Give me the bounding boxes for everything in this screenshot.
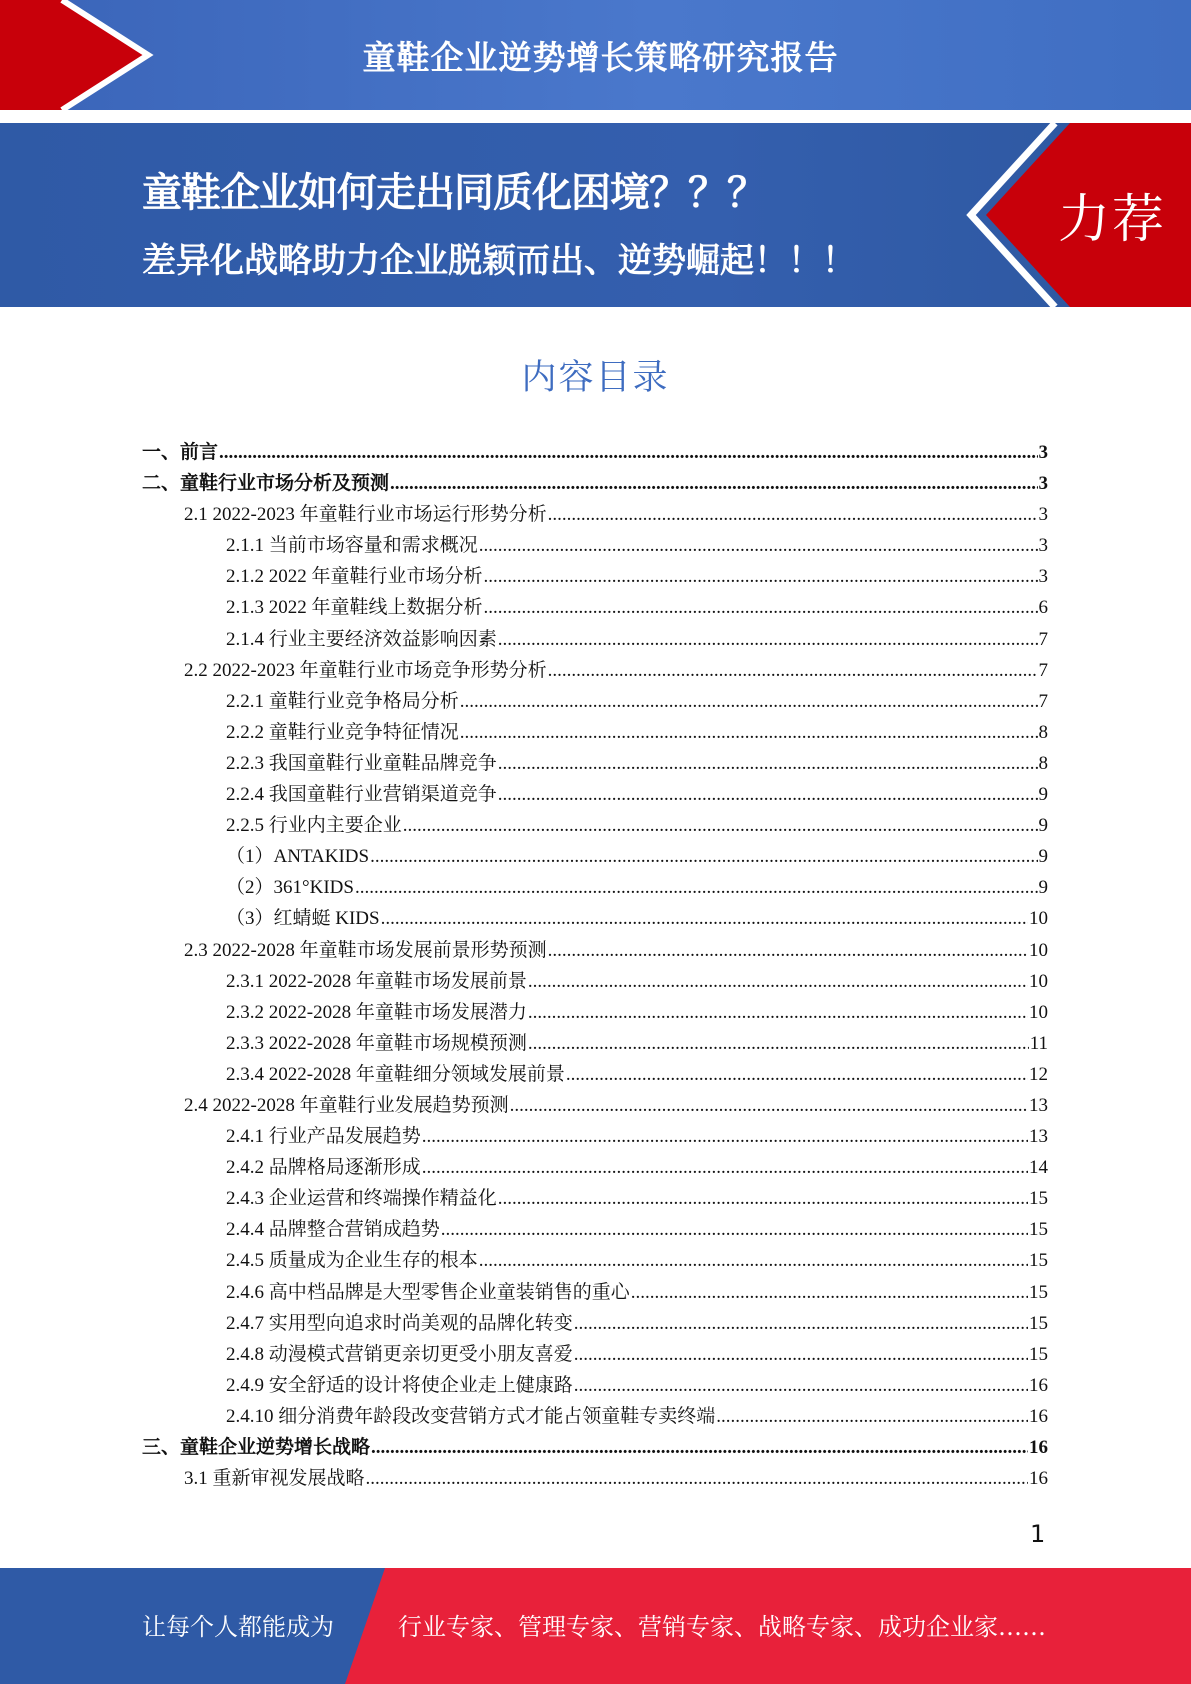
toc-entry-title: 2.4.10 细分消费年龄段改变营销方式才能占领童鞋专卖终端: [226, 1405, 716, 1427]
toc-entry[interactable]: [142, 748, 1048, 779]
toc-entry-page: 16: [1029, 1468, 1048, 1490]
toc-entry[interactable]: [142, 966, 1048, 997]
toc-entry[interactable]: [142, 1308, 1048, 1339]
toc-dot-leader: [548, 935, 1028, 966]
toc-entry[interactable]: [142, 1277, 1048, 1308]
hero-headline: 童鞋企业如何走出同质化困境？？？: [142, 170, 766, 216]
hero-banner: [0, 123, 1191, 307]
toc-dot-leader: [381, 903, 1028, 934]
table-of-contents: [142, 437, 1048, 1494]
toc-entry[interactable]: [142, 468, 1048, 499]
toc-entry[interactable]: [142, 592, 1048, 623]
toc-entry-page: 15: [1029, 1281, 1048, 1303]
toc-entry-page: 10: [1029, 1001, 1048, 1023]
toc-entry-page: 9: [1038, 784, 1048, 806]
toc-dot-leader: [484, 561, 1038, 592]
toc-entry[interactable]: [142, 686, 1048, 717]
toc-entry-title: 2.1.3 2022 年童鞋线上数据分析: [226, 597, 483, 619]
toc-entry-title: 2.4.1 行业产品发展趋势: [226, 1126, 421, 1148]
toc-entry-title: 3.1 重新审视发展战略: [184, 1468, 365, 1490]
toc-entry-page: 8: [1038, 721, 1048, 743]
toc-dot-leader: [528, 1028, 1029, 1059]
toc-entry-title: 2.2 2022-2023 年童鞋行业市场竞争形势分析: [184, 659, 547, 681]
toc-entry-title: 2.4.2 品牌格局逐渐形成: [226, 1157, 421, 1179]
toc-entry-page: 9: [1038, 815, 1048, 837]
toc-entry-title: 一、前言: [142, 442, 219, 463]
toc-entry-title: 2.3.1 2022-2028 年童鞋市场发展前景: [226, 970, 527, 992]
toc-entry-page: 10: [1029, 970, 1048, 992]
report-title: 童鞋企业逆势增长策略研究报告: [362, 37, 839, 77]
toc-entry-title: 2.2.2 童鞋行业竞争特征情况: [226, 721, 459, 743]
toc-entry-page: 9: [1038, 877, 1048, 899]
toc-entry[interactable]: [142, 997, 1048, 1028]
toc-entry-title: 2.4.6 高中档品牌是大型零售企业童装销售的重心: [226, 1281, 630, 1303]
toc-entry-title: 2.1.4 行业主要经济效益影响因素: [226, 628, 497, 650]
toc-entry-page: 8: [1038, 752, 1048, 774]
toc-entry-page: 3: [1038, 566, 1048, 588]
toc-dot-leader: [716, 1401, 1028, 1432]
toc-dot-leader: [484, 592, 1038, 623]
toc-dot-leader: [498, 779, 1038, 810]
toc-entry-title: 2.4 2022-2028 年童鞋行业发展趋势预测: [184, 1094, 509, 1116]
toc-entry-title: （3）红蜻蜓 KIDS: [226, 908, 380, 930]
toc-entry[interactable]: [142, 1121, 1048, 1152]
recommend-badge: 力荐: [1058, 190, 1167, 250]
toc-entry[interactable]: [142, 1152, 1048, 1183]
toc-dot-leader: [574, 1308, 1028, 1339]
toc-entry-page: 15: [1029, 1219, 1048, 1241]
toc-entry-title: （1）ANTAKIDS: [226, 846, 370, 868]
toc-entry-title: 2.2.5 行业内主要企业: [226, 815, 402, 837]
toc-dot-leader: [441, 1214, 1028, 1245]
toc-entry-page: 14: [1029, 1157, 1048, 1179]
toc-entry-title: 2.4.9 安全舒适的设计将使企业走上健康路: [226, 1374, 573, 1396]
toc-entry-title: 2.1 2022-2023 年童鞋行业市场运行形势分析: [184, 504, 547, 526]
toc-entry-title: 2.3 2022-2028 年童鞋市场发展前景形势预测: [184, 939, 547, 961]
toc-dot-leader: [366, 1463, 1028, 1494]
footer-tagline-right: 行业专家、管理专家、营销专家、战略专家、成功企业家……: [398, 1613, 1046, 1641]
toc-dot-leader: [498, 624, 1038, 655]
footer-tagline-left: 让每个人都能成为: [142, 1613, 334, 1641]
toc-entry[interactable]: [142, 561, 1048, 592]
toc-entry[interactable]: [142, 1401, 1048, 1432]
toc-entry[interactable]: [142, 841, 1048, 872]
toc-entry-title: 2.1.1 当前市场容量和需求概况: [226, 535, 478, 557]
toc-entry-title: 三、童鞋企业逆势增长战略: [142, 1437, 371, 1458]
toc-entry-title: 二、童鞋行业市场分析及预测: [142, 473, 390, 495]
toc-entry-page: 7: [1038, 659, 1048, 681]
toc-entry-page: 3: [1038, 504, 1048, 526]
toc-entry-page: 10: [1029, 908, 1048, 930]
footer-band: [0, 1568, 1191, 1684]
toc-dot-leader: [631, 1277, 1028, 1308]
toc-entry-page: 15: [1029, 1343, 1048, 1365]
toc-entry[interactable]: [142, 872, 1048, 903]
toc-entry-page: 3: [1038, 473, 1048, 495]
toc-entry-title: 2.2.4 我国童鞋行业营销渠道竞争: [226, 784, 497, 806]
toc-entry-title: 2.3.4 2022-2028 年童鞋细分领域发展前景: [226, 1063, 565, 1085]
toc-dot-leader: [574, 1339, 1028, 1370]
toc-entry[interactable]: [142, 655, 1048, 686]
toc-entry[interactable]: [142, 1432, 1048, 1463]
toc-entry-title: 2.2.3 我国童鞋行业童鞋品牌竞争: [226, 752, 497, 774]
toc-dot-leader: [219, 437, 1037, 468]
toc-entry-title: 2.3.3 2022-2028 年童鞋市场规模预测: [226, 1032, 527, 1054]
toc-entry-title: 2.4.4 品牌整合营销成趋势: [226, 1219, 440, 1241]
toc-entry-title: 2.4.5 质量成为企业生存的根本: [226, 1250, 478, 1272]
toc-entry[interactable]: [142, 903, 1048, 934]
toc-dot-leader: [371, 1432, 1028, 1463]
toc-dot-leader: [390, 468, 1037, 499]
toc-dot-leader: [498, 1183, 1028, 1214]
toc-dot-leader: [370, 841, 1037, 872]
toc-dot-leader: [422, 1152, 1028, 1183]
toc-entry[interactable]: [142, 1339, 1048, 1370]
toc-entry-page: 12: [1029, 1063, 1048, 1085]
toc-dot-leader: [528, 966, 1028, 997]
toc-entry-title: 2.4.8 动漫模式营销更亲切更受小朋友喜爱: [226, 1343, 573, 1365]
toc-entry-page: 15: [1029, 1312, 1048, 1334]
page-number: 1: [1030, 1520, 1046, 1548]
toc-entry[interactable]: [142, 779, 1048, 810]
toc-dot-leader: [528, 997, 1028, 1028]
toc-entry-page: 16: [1029, 1374, 1048, 1396]
toc-entry-page: 6: [1038, 597, 1048, 619]
toc-entry-page: 3: [1038, 442, 1048, 463]
toc-entry[interactable]: [142, 1059, 1048, 1090]
toc-dot-leader: [479, 530, 1038, 561]
toc-entry[interactable]: [142, 499, 1048, 530]
toc-dot-leader: [479, 1245, 1028, 1276]
report-header-band: [0, 0, 1191, 110]
toc-entry-page: 15: [1029, 1188, 1048, 1210]
toc-dot-leader: [498, 748, 1038, 779]
toc-entry-page: 7: [1038, 690, 1048, 712]
toc-entry-title: 2.1.2 2022 年童鞋行业市场分析: [226, 566, 483, 588]
toc-entry-title: 2.2.1 童鞋行业竞争格局分析: [226, 690, 459, 712]
toc-entry-page: 9: [1038, 846, 1048, 868]
toc-entry-page: 3: [1038, 535, 1048, 557]
toc-entry-page: 7: [1038, 628, 1048, 650]
toc-entry-title: 2.4.7 实用型向追求时尚美观的品牌化转变: [226, 1312, 573, 1334]
toc-entry-page: 11: [1029, 1032, 1048, 1054]
toc-entry[interactable]: [142, 1245, 1048, 1276]
toc-dot-leader: [510, 1090, 1028, 1121]
toc-entry-title: （2）361°KIDS: [226, 877, 354, 899]
toc-entry[interactable]: [142, 810, 1048, 841]
toc-entry[interactable]: [142, 1183, 1048, 1214]
toc-entry[interactable]: [142, 624, 1048, 655]
toc-dot-leader: [460, 717, 1038, 748]
toc-entry-page: 10: [1029, 939, 1048, 961]
toc-entry-page: 13: [1029, 1126, 1048, 1148]
toc-dot-leader: [355, 872, 1038, 903]
toc-entry-page: 16: [1029, 1405, 1048, 1427]
hero-subheadline: 差异化战略助力企业脱颖而出、逆势崛起！！！: [142, 241, 856, 281]
toc-dot-leader: [574, 1370, 1028, 1401]
toc-entry-page: 15: [1029, 1250, 1048, 1272]
toc-entry[interactable]: [142, 1463, 1048, 1494]
toc-dot-leader: [566, 1059, 1028, 1090]
toc-entry-title: 2.3.2 2022-2028 年童鞋市场发展潜力: [226, 1001, 527, 1023]
toc-entry-page: 16: [1029, 1437, 1048, 1458]
toc-entry[interactable]: [142, 717, 1048, 748]
toc-entry[interactable]: [142, 1370, 1048, 1401]
toc-dot-leader: [460, 686, 1038, 717]
toc-heading: 内容目录: [521, 358, 670, 398]
toc-dot-leader: [422, 1121, 1028, 1152]
toc-entry-page: 13: [1029, 1094, 1048, 1116]
toc-entry[interactable]: [142, 530, 1048, 561]
toc-dot-leader: [403, 810, 1038, 841]
toc-dot-leader: [548, 655, 1038, 686]
toc-entry[interactable]: [142, 1214, 1048, 1245]
toc-entry[interactable]: [142, 437, 1048, 468]
toc-entry[interactable]: [142, 935, 1048, 966]
toc-entry[interactable]: [142, 1028, 1048, 1059]
toc-dot-leader: [548, 499, 1038, 530]
toc-entry-title: 2.4.3 企业运营和终端操作精益化: [226, 1188, 497, 1210]
toc-entry[interactable]: [142, 1090, 1048, 1121]
